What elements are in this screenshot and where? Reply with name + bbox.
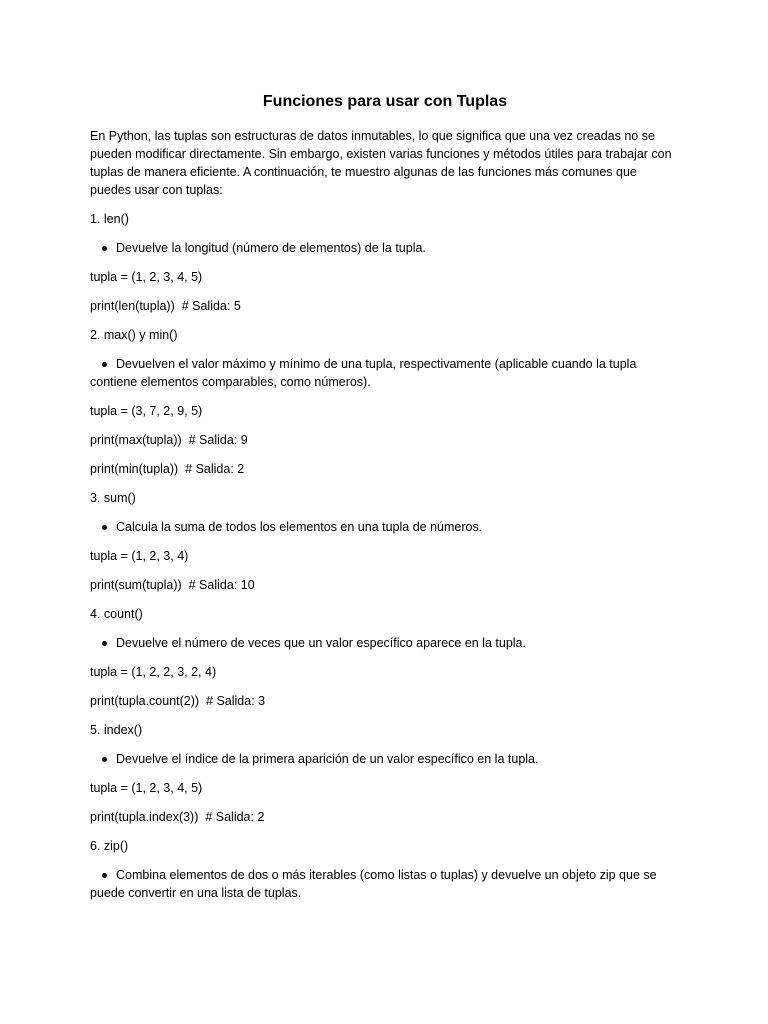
bullet-dot-icon xyxy=(102,362,107,367)
bullet-text: Devuelve el índice de la primera aparición de un valor específico en la tupla. xyxy=(116,752,539,766)
bullet-dot-icon xyxy=(102,757,107,762)
code-line: tupla = (1, 2, 3, 4, 5) xyxy=(90,270,203,284)
bullet-text: Combina elementos de dos o más iterables (como listas o tuplas) y devuelve un objeto zip que se puede convertir en una lista de tuplas. xyxy=(90,868,657,900)
bullet-dot-icon xyxy=(102,873,107,878)
bullet-dot-icon xyxy=(102,641,107,646)
code-line: tupla = (3, 7, 2, 9, 5) xyxy=(90,404,203,418)
code-line: tupla = (1, 2, 2, 3, 2, 4) xyxy=(90,665,217,679)
code-line: print(len(tupla)) # Salida: 5 xyxy=(90,299,241,313)
section-heading: 1. len() xyxy=(90,212,129,226)
code-line: print(tupla.index(3)) # Salida: 2 xyxy=(90,810,265,824)
bullet-text: Devuelve el número de veces que un valor específico aparece en la tupla. xyxy=(116,636,526,650)
bullet-item xyxy=(90,634,680,652)
bullet-text: Devuelve la longitud (número de elementos) de la tupla. xyxy=(116,241,426,255)
code-line: print(min(tupla)) # Salida: 2 xyxy=(90,462,245,476)
intro-paragraph: En Python, las tuplas son estructuras de datos inmutables, lo que significa que una vez creadas no se pueden modificar directamente. Sin embargo, existen varias funciones y métodos útiles para trabajar con tuplas de manera eficiente. A continuación, te muestro algunas de las funciones más comunes que puedes usar con tuplas: xyxy=(90,129,672,197)
bullet-text: Devuelven el valor máximo y mínimo de una tupla, respectivamente (aplicable cuando la tupla contiene elementos comparables, como números). xyxy=(90,357,637,389)
bullet-item xyxy=(90,239,680,257)
bullet-dot-icon xyxy=(102,525,107,530)
section-heading: 5. index() xyxy=(90,723,143,737)
section-heading: 2. max() y min() xyxy=(90,328,178,342)
bullet-item xyxy=(90,355,680,391)
code-line: tupla = (1, 2, 3, 4) xyxy=(90,549,189,563)
bullet-item xyxy=(90,750,680,768)
section-heading: 4. count() xyxy=(90,607,143,621)
bullet-item xyxy=(90,518,680,536)
bullet-text: Calcula la suma de todos los elementos en una tupla de números. xyxy=(116,520,483,534)
code-line: print(tupla.count(2)) # Salida: 3 xyxy=(90,694,266,708)
code-line: print(sum(tupla)) # Salida: 10 xyxy=(90,578,255,592)
section-heading: 3. sum() xyxy=(90,491,136,505)
bullet-item xyxy=(90,866,680,902)
bullet-dot-icon xyxy=(102,246,107,251)
document-title: Funciones para usar con Tuplas xyxy=(262,93,508,110)
document-page xyxy=(90,92,680,913)
code-line: tupla = (1, 2, 3, 4, 5) xyxy=(90,781,203,795)
section-heading: 6. zip() xyxy=(90,839,129,853)
code-line: print(max(tupla)) # Salida: 9 xyxy=(90,433,248,447)
